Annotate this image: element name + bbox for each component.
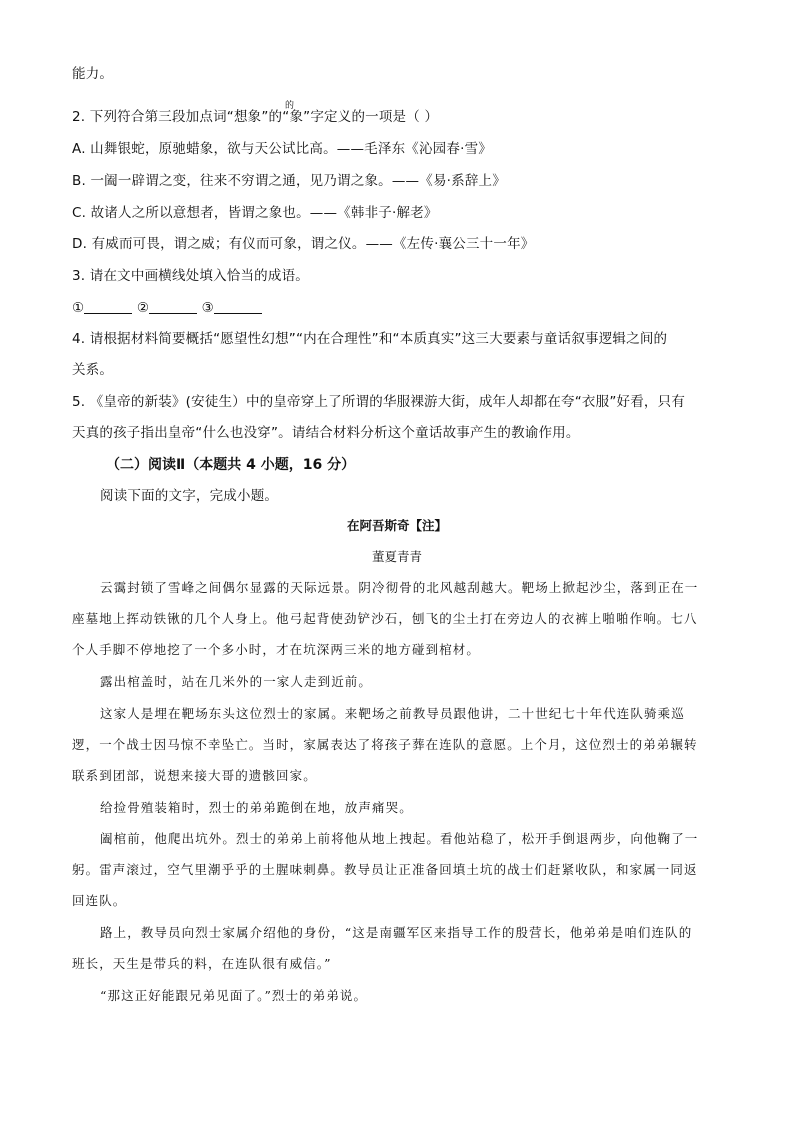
article-author: 董夏青青 bbox=[371, 549, 422, 564]
question-3: 3. 请在文中画横线处填入恰当的成语。 bbox=[72, 268, 309, 284]
article-title: 在阿吾斯奇【注】 bbox=[346, 518, 447, 533]
blank-2-marker: ② bbox=[136, 300, 150, 316]
article-line: 个人手脚不停地挖了一个多小时，才在坑深两三米的地方碰到棺材。 bbox=[72, 642, 481, 657]
option-b: B. 一阖一辟谓之变，往来不穷谓之通，见乃谓之象。——《易·系辞上》 bbox=[72, 173, 506, 189]
question-4-line-2: 关系。 bbox=[72, 362, 114, 378]
article-line: 给捡骨殖装箱时，烈士的弟弟跪倒在地，放声痛哭。 bbox=[100, 800, 413, 815]
option-c: C. 故诸人之所以意想者，皆谓之象也。——《韩非子·解老》 bbox=[72, 205, 438, 221]
question-4-line-1: 4. 请根据材料简要概括“愿望性幻想”“内在合理性”和“本质真实”这三大要素与童话叙事逻辑之间的 bbox=[72, 331, 668, 347]
article-line: 回连队。 bbox=[72, 893, 127, 908]
blank-3-marker: ③ bbox=[201, 300, 214, 316]
article-line: 路上，教导员向烈士家属介绍他的身份，“这是南疆军区来指导工作的殷营长，他弟弟是咱们连队的 bbox=[100, 925, 693, 940]
article-line: 座墓地上挥动铁锹的几个人身上。他弓起背使劲铲沙石，刨飞的尘土打在旁边人的衣裤上啪啪作响。七八 bbox=[72, 611, 698, 626]
option-d: D. 有威而可畏，谓之威；有仪而可象，谓之仪。——《左传·襄公三十一年》 bbox=[72, 236, 535, 252]
blank-2[interactable] bbox=[149, 299, 197, 314]
dot-annotation: 的 bbox=[285, 101, 295, 111]
article-line: 露出棺盖时，站在几米外的一家人走到近前。 bbox=[100, 674, 373, 689]
blank-1-marker: ① bbox=[72, 300, 85, 316]
question-5-line-1: 5. 《皇帝的新装》(安徒生）中的皇帝穿上了所谓的华服裸游大街，成年人却都在夸“衣服”好看，只有 bbox=[72, 394, 686, 410]
instruction: 阅读下面的文字，完成小题。 bbox=[100, 488, 279, 504]
article-line: 这家人是埋在靶场东头这位烈士的家属。来靶场之前教导员跟他讲，二十世纪七十年代连队骑乘巡 bbox=[100, 706, 685, 721]
article-line: 联系到团部，说想来接大哥的遗骸回家。 bbox=[72, 768, 317, 783]
article-line: 云霭封锁了雪峰之间偶尔显露的天际远景。阴冷彻骨的北风越刮越大。靶场上掀起沙尘，落到正在一 bbox=[100, 580, 699, 595]
question-3-blanks bbox=[72, 298, 732, 318]
article-line: 班长，天生是带兵的料，在连队很有威信。” bbox=[72, 956, 332, 971]
article-line: “那这正好能跟兄弟见面了。”烈士的弟弟说。 bbox=[100, 988, 368, 1003]
blank-3[interactable] bbox=[214, 299, 262, 314]
blank-1[interactable] bbox=[84, 299, 132, 314]
text-line: 能力。 bbox=[72, 66, 114, 82]
article-line: 阖棺前，他爬出坑外。烈士的弟弟上前将他从地上拽起。看他站稳了，松开手倒退两步，向他鞠了一 bbox=[100, 831, 699, 846]
question-2: 2. 下列符合第三段加点词“想象”的“象”字定义的一项是（ ） bbox=[72, 109, 439, 125]
section-title: （二）阅读Ⅱ（本题共 4 小题，16 分） bbox=[106, 457, 356, 473]
article-line: 躬。雷声滚过，空气里潮乎乎的土腥味刺鼻。教导员让正准备回填土坑的战士们赶紧收队，和家属一同返 bbox=[72, 862, 698, 877]
question-5-line-2: 天真的孩子指出皇帝“什么也没穿”。请结合材料分析这个童话故事产生的教谕作用。 bbox=[72, 425, 580, 441]
article-line: 逻，一个战士因马惊不幸坠亡。当时，家属表达了将孩子葬在连队的意愿。上个月，这位烈士的弟弟辗转 bbox=[72, 737, 698, 752]
option-a: A. 山舞银蛇，原驰蜡象，欲与天公试比高。——毛泽东《沁园春·雪》 bbox=[72, 141, 492, 157]
